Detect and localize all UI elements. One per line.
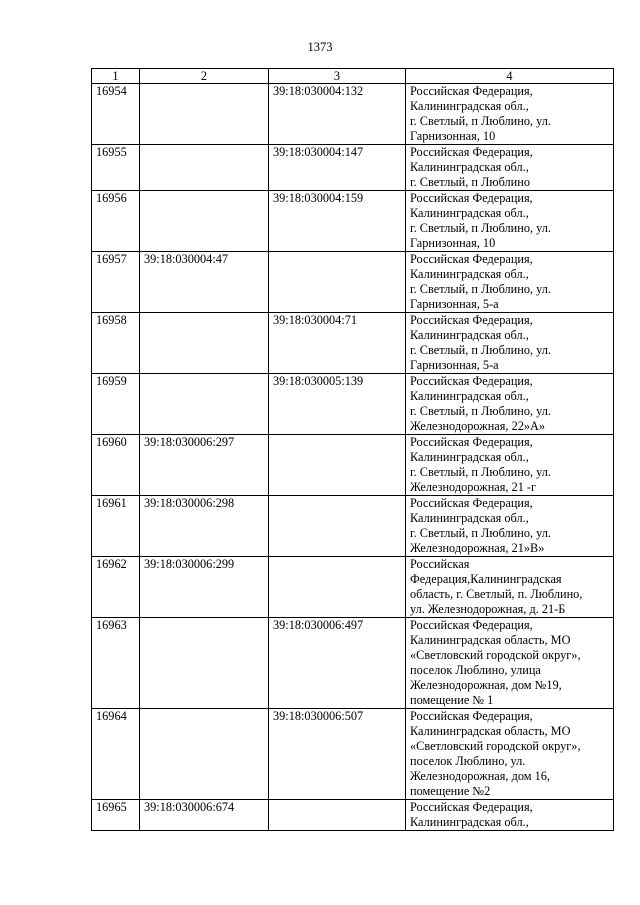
cadastral-number-cell-col2 (140, 374, 269, 435)
cadastral-number-cell-col3 (269, 496, 406, 557)
row-number-cell: 16964 (92, 709, 140, 800)
address-cell (406, 191, 614, 252)
cadastral-number-cell-col3 (269, 252, 406, 313)
address-cell (406, 557, 614, 618)
address-line: Российская Федерация, (410, 435, 533, 449)
table-row (92, 191, 614, 252)
address-line: Калининградская обл., (410, 160, 529, 174)
row-number-cell: 16958 (92, 313, 140, 374)
address-line: Федерация,Калининградская (410, 572, 562, 586)
table-row (92, 618, 614, 709)
row-number-cell: 16955 (92, 145, 140, 191)
table-row (92, 800, 614, 831)
address-line: Железнодорожная, дом 16, (410, 769, 550, 783)
cadastral-number-cell-col2 (140, 84, 269, 145)
table-row (92, 313, 614, 374)
address-line: Гарнизонная, 5-а (410, 297, 499, 311)
address-line: область, г. Светлый, п. Люблино, (410, 587, 583, 601)
row-number-cell: 16963 (92, 618, 140, 709)
address-line: ул. Железнодорожная, д. 21-Б (410, 602, 566, 616)
address-line: г. Светлый, п Люблино, ул. (410, 404, 551, 418)
table-row (92, 709, 614, 800)
row-number-cell: 16957 (92, 252, 140, 313)
address-cell (406, 496, 614, 557)
table-row (92, 435, 614, 496)
cadastral-number-cell-col3: 39:18:030005:139 (269, 374, 406, 435)
address-line: Российская Федерация, (410, 709, 533, 723)
row-number-cell: 16959 (92, 374, 140, 435)
address-line: поселок Люблино, улица (410, 663, 541, 677)
table-row (92, 252, 614, 313)
address-cell (406, 252, 614, 313)
address-cell (406, 145, 614, 191)
table-row (92, 374, 614, 435)
cadastral-number-cell-col2: 39:18:030004:47 (140, 252, 269, 313)
cadastral-number-cell-col3: 39:18:030006:497 (269, 618, 406, 709)
registry-table (91, 68, 614, 831)
column-header-2: 2 (140, 69, 269, 84)
address-line: Российская Федерация, (410, 618, 533, 632)
column-header-3: 3 (269, 69, 406, 84)
address-line: г. Светлый, п Люблино (410, 175, 530, 189)
cadastral-number-cell-col3: 39:18:030004:147 (269, 145, 406, 191)
address-line: Российская Федерация, (410, 191, 533, 205)
cadastral-number-cell-col2: 39:18:030006:674 (140, 800, 269, 831)
row-number-cell: 16962 (92, 557, 140, 618)
cadastral-number-cell-col3: 39:18:030004:159 (269, 191, 406, 252)
address-line: Российская Федерация, (410, 145, 533, 159)
row-number-cell: 16956 (92, 191, 140, 252)
address-line: Гарнизонная, 10 (410, 129, 496, 143)
address-line: г. Светлый, п Люблино, ул. (410, 221, 551, 235)
address-line: г. Светлый, п Люблино, ул. (410, 343, 551, 357)
address-line: г. Светлый, п Люблино, ул. (410, 465, 551, 479)
cadastral-number-cell-col3 (269, 435, 406, 496)
address-line: «Светловский городской округ», (410, 739, 581, 753)
address-cell (406, 800, 614, 831)
cadastral-number-cell-col2 (140, 618, 269, 709)
page-number: 1373 (307, 40, 333, 54)
address-line: г. Светлый, п Люблино, ул. (410, 526, 551, 540)
table-row (92, 557, 614, 618)
cadastral-number-cell-col2 (140, 313, 269, 374)
header-row (92, 69, 614, 84)
address-cell (406, 709, 614, 800)
address-cell (406, 435, 614, 496)
address-line: «Светловский городской округ», (410, 648, 581, 662)
table-row (92, 84, 614, 145)
address-line: Калининградская область, МО (410, 724, 571, 738)
row-number-cell: 16954 (92, 84, 140, 145)
cadastral-number-cell-col2 (140, 145, 269, 191)
address-line: Российская Федерация, (410, 800, 533, 814)
address-line: Калининградская обл., (410, 267, 529, 281)
address-line: Железнодорожная, 21»В» (410, 541, 545, 555)
column-header-1: 1 (92, 69, 140, 84)
row-number-cell: 16965 (92, 800, 140, 831)
address-line: Российская Федерация, (410, 496, 533, 510)
cadastral-number-cell-col2 (140, 191, 269, 252)
address-line: Российская Федерация, (410, 84, 533, 98)
cadastral-number-cell-col3 (269, 800, 406, 831)
address-line: г. Светлый, п Люблино, ул. (410, 114, 551, 128)
address-line: Калининградская обл., (410, 389, 529, 403)
cadastral-number-cell-col2: 39:18:030006:299 (140, 557, 269, 618)
address-cell (406, 313, 614, 374)
address-line: Калининградская обл., (410, 328, 529, 342)
address-line: помещение № 1 (410, 693, 494, 707)
address-line: Калининградская обл., (410, 450, 529, 464)
column-header-4: 4 (406, 69, 614, 84)
address-line: Калининградская область, МО (410, 633, 571, 647)
address-cell (406, 618, 614, 709)
address-line: Гарнизонная, 5-а (410, 358, 499, 372)
table-row (92, 145, 614, 191)
cadastral-number-cell-col3: 39:18:030006:507 (269, 709, 406, 800)
address-line: Российская Федерация, (410, 313, 533, 327)
address-line: Железнодорожная, 21 -г (410, 480, 537, 494)
cadastral-number-cell-col3: 39:18:030004:132 (269, 84, 406, 145)
table-body (92, 84, 614, 831)
address-cell (406, 84, 614, 145)
address-line: Железнодорожная, 22»А» (410, 419, 546, 433)
address-line: г. Светлый, п Люблино, ул. (410, 282, 551, 296)
address-line: Гарнизонная, 10 (410, 236, 496, 250)
address-line: Калининградская обл., (410, 99, 529, 113)
row-number-cell: 16961 (92, 496, 140, 557)
cadastral-number-cell-col2: 39:18:030006:298 (140, 496, 269, 557)
address-line: поселок Люблино, ул. (410, 754, 526, 768)
address-line: Российская Федерация, (410, 374, 533, 388)
address-line: помещение №2 (410, 784, 491, 798)
cadastral-number-cell-col2: 39:18:030006:297 (140, 435, 269, 496)
table-row (92, 496, 614, 557)
address-line: Российская (410, 557, 470, 571)
address-line: Железнодорожная, дом №19, (410, 678, 562, 692)
cadastral-number-cell-col2 (140, 709, 269, 800)
address-line: Российская Федерация, (410, 252, 533, 266)
address-line: Калининградская обл., (410, 511, 529, 525)
cadastral-number-cell-col3 (269, 557, 406, 618)
row-number-cell: 16960 (92, 435, 140, 496)
address-line: Калининградская обл., (410, 206, 529, 220)
address-line: Калининградская обл., (410, 815, 529, 829)
cadastral-number-cell-col3: 39:18:030004:71 (269, 313, 406, 374)
address-cell (406, 374, 614, 435)
